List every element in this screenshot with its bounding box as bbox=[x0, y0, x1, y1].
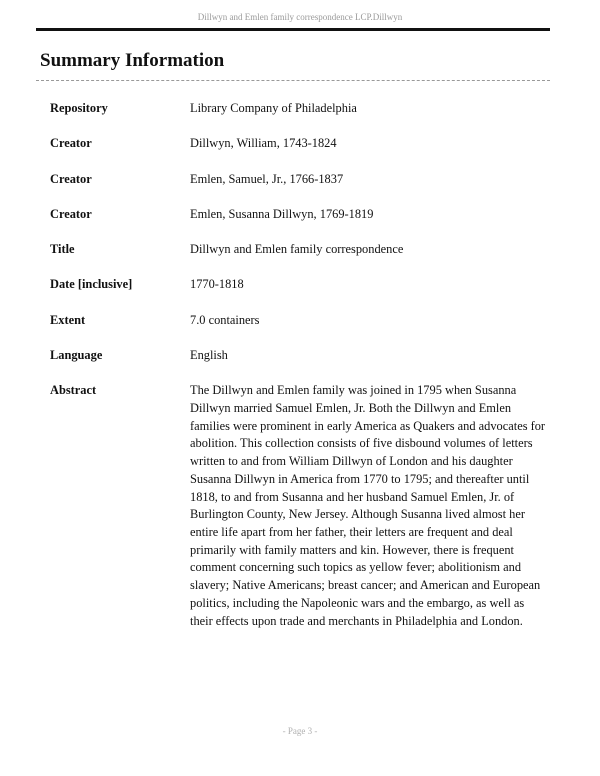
page-number: - Page 3 - bbox=[282, 726, 318, 736]
row-title bbox=[50, 241, 550, 259]
field-value: Dillwyn and Emlen family correspondence bbox=[190, 242, 404, 257]
row-extent bbox=[50, 312, 550, 330]
row-abstract bbox=[50, 382, 550, 630]
field-label: Title bbox=[50, 242, 75, 257]
header-rule bbox=[36, 28, 550, 31]
field-value: Dillwyn, William, 1743-1824 bbox=[190, 136, 337, 151]
field-label: Creator bbox=[50, 171, 92, 186]
field-label: Language bbox=[50, 348, 103, 363]
row-creator bbox=[50, 206, 550, 224]
field-label: Extent bbox=[50, 312, 86, 327]
row-creator bbox=[50, 171, 550, 189]
field-label: Creator bbox=[50, 136, 92, 151]
row-repository bbox=[50, 100, 550, 118]
row-creator bbox=[50, 135, 550, 153]
field-value: English bbox=[190, 348, 228, 363]
abstract-text: The Dillwyn and Emlen family was joined in 1795 when Susanna Dillwyn married Samuel Emlen, Jr. Both the Dillwyn and Emlen families were prominent in early America as Quakers and advocates for abolition. This collection consists of five disbound volumes of letters written to and from William Dillwyn of London and his daughter Susanna Dillwyn in America from 1770 to 1795; and thereafter until 1818, to and from Susanna and her husband Samuel Emlen, Jr. of Burlington County, New Jersey. Although Susanna lived almost her entire life apart from her father, their letters are frequent and deal primarily with family matters and kin. However, there is frequent comment concerning such topics as yellow fever; abolitionism and slavery; Native Americans; breast cancer; and American and European politics, including the Napoleonic wars and the embargo, as well as their effects upon trade and merchants in Philadelphia and London. bbox=[190, 383, 546, 628]
running-header: Dillwyn and Emlen family correspondence LCP.Dillwyn bbox=[197, 12, 403, 22]
field-label: Repository bbox=[50, 101, 108, 115]
summary-table bbox=[50, 100, 550, 648]
field-value: Library Company of Philadelphia bbox=[190, 101, 357, 115]
field-label: Abstract bbox=[50, 383, 97, 398]
section-divider bbox=[36, 80, 550, 81]
field-label: Date [inclusive] bbox=[50, 277, 133, 292]
field-value: Emlen, Samuel, Jr., 1766-1837 bbox=[190, 171, 344, 186]
field-value: Emlen, Susanna Dillwyn, 1769-1819 bbox=[190, 206, 374, 221]
row-date bbox=[50, 276, 550, 294]
section-title: Summary Information bbox=[40, 50, 225, 71]
field-label: Creator bbox=[50, 206, 92, 221]
field-value: 1770-1818 bbox=[190, 277, 244, 292]
row-language bbox=[50, 347, 550, 365]
field-value: 7.0 containers bbox=[190, 312, 260, 327]
